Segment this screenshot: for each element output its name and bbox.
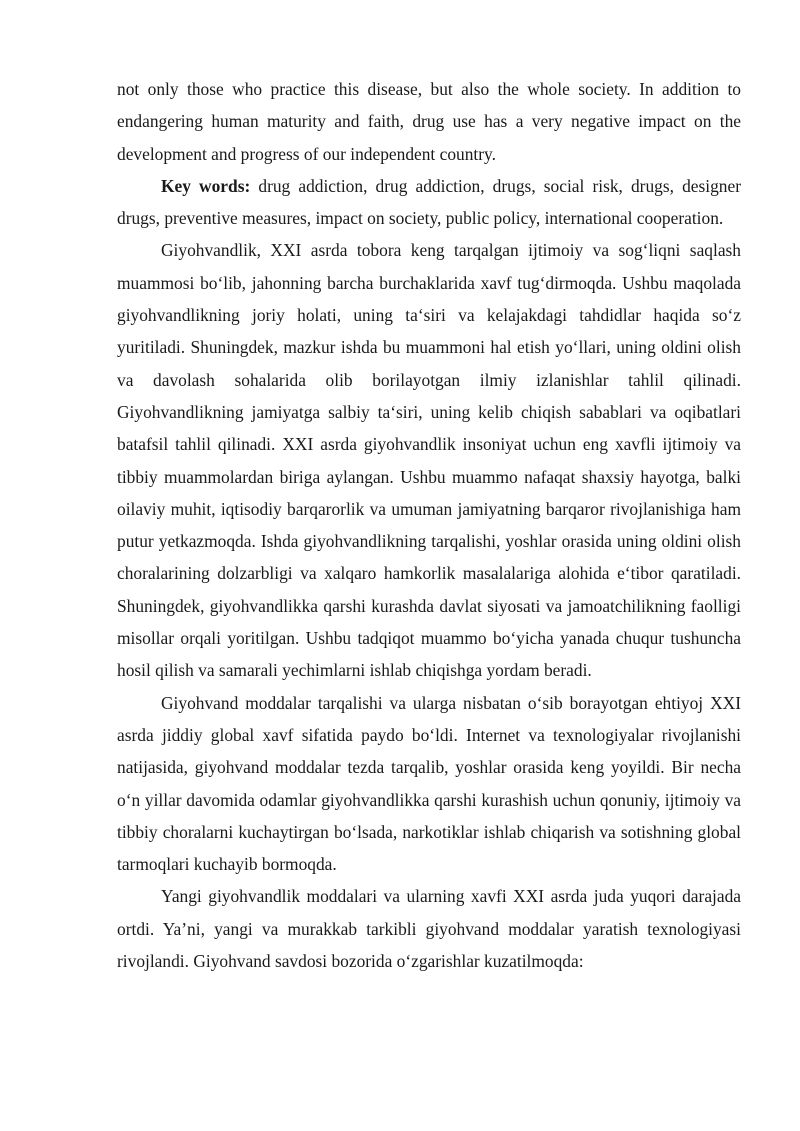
paragraph-new-substances: Yangi giyohvandlik moddalari va ularning xavfi XXI asrda juda yuqori darajada ortdi. Ya’ni, yangi va murakkab tarkibli giyohvand moddalar yaratish texnologiyasi rivojlandi. Giyohvand savdosi bozorida o‘zgarishlar kuzatilmoqda: [117, 886, 741, 972]
document-page [117, 73, 741, 977]
paragraph-abstract-continuation: not only those who practice this disease, but also the whole society. In addition to endangering human maturity and faith, drug use has a very negative impact on the development and progress of our independent country. [117, 79, 741, 164]
paragraph-introduction: Giyohvandlik, XXI asrda tobora keng tarqalgan ijtimoiy va sog‘liqni saqlash muammosi bo‘lib, jahonning barcha burchaklarida xavf tug‘dirmoqda. Ushbu maqolada giyohvandlikning joriy holati, uning ta‘siri va kelajakdagi tahdidlar haqida so‘z yuritiladi. Shuningdek, mazkur ishda bu muammoni hal etish yo‘llari, uning oldini olish va davolash sohalarida olib borilayotgan ilmiy izlanishlar tahlil qilinadi. Giyohvandlikning jamiyatga salbiy ta‘siri, uning kelib chiqish sabablari va oqibatlari batafsil tahlil qilinadi. XXI asrda giyohvandlik insoniyat uchun eng xavfli ijtimoiy va tibbiy muammolardan biriga aylangan. Ushbu muammo nafaqat shaxsiy hayotga, balki oilaviy muhit, iqtisodiy barqarorlik va umuman jamiyatning barqaror rivojlanishiga ham putur yetkazmoqda. Ishda giyohvandlikning tarqalishi, yoshlar orasida uning oldini olish choralarining dolzarbligi va xalqaro hamkorlik masalalariga alohida e‘tibor qaratiladi. Shuningdek, giyohvandlikka qarshi kurashda davlat siyosati va jamoatchilikning faolligi misollar orqali yoritilgan. Ushbu tadqiqot muammo bo‘yicha yanada chuqur tushuncha hosil qilish va samarali yechimlarni ishlab chiqishga yordam beradi. [117, 240, 741, 681]
keywords-list: drug addiction, drug addiction, drugs, social risk, drugs, designer drugs, preventive measures, impact on society, public policy, international cooperation. [117, 175, 742, 229]
paragraph-keywords [117, 170, 741, 235]
paragraph-drug-spread: Giyohvand moddalar tarqalishi va ularga nisbatan o‘sib borayotgan ehtiyoj XXI asrda jiddiy global xavf sifatida paydo bo‘ldi. Internet va texnologiyalar rivojlanishi natijasida, giyohvand moddalar tezda tarqalib, yoshlar orasida keng yoyildi. Bir necha o‘n yillar davomida odamlar giyohvandlikka qarshi kurashish uchun qonuniy, ijtimoiy va tibbiy choralarni kuchaytirgan bo‘lsada, narkotiklar ishlab chiqarish va sotishning global tarmoqlari kuchayib bormoqda. [117, 692, 741, 875]
keywords-label: Key words: [161, 175, 251, 196]
